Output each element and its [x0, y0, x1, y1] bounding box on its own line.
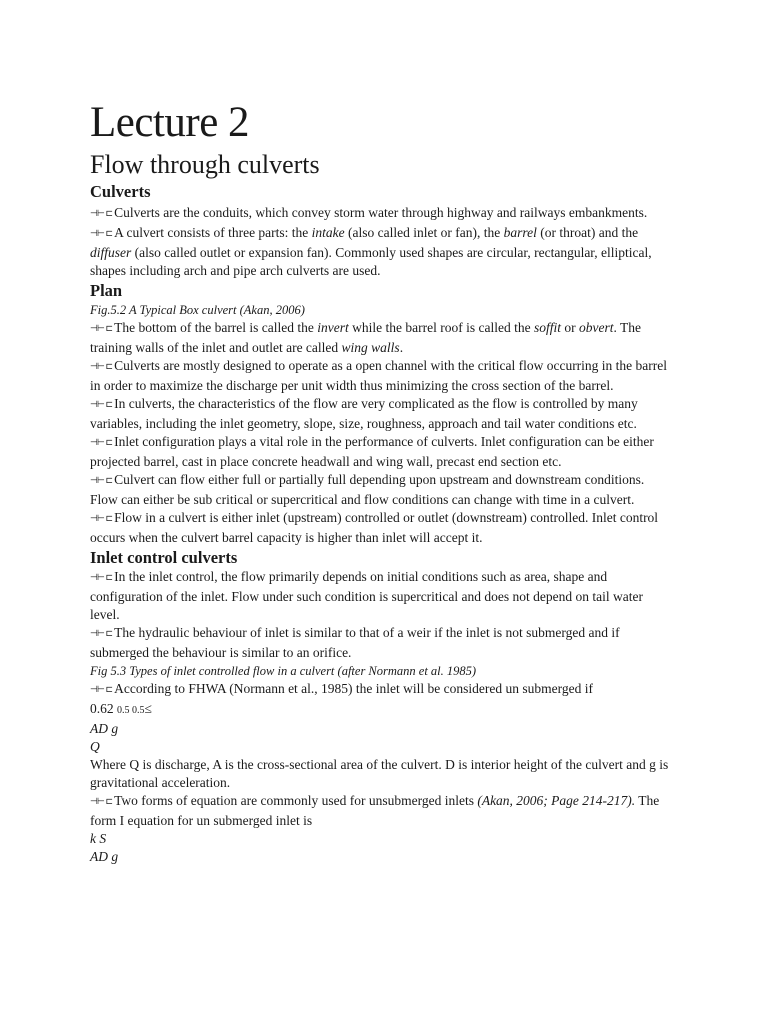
bullet-icon: ⊣⊢ ⊏ — [90, 324, 113, 334]
bullet-paragraph: ⊣⊢ ⊏ Flow in a culvert is either inlet (upstream) controlled or outlet (downstream) controlled. Inlet control occurs when the culvert barrel capacity is higher than inlet will accept it. — [90, 510, 659, 545]
bullet-icon: ⊣⊢ ⊏ — [90, 629, 113, 639]
bullet-icon: ⊣⊢ ⊏ — [90, 476, 113, 486]
figure-caption: Fig.5.2 A Typical Box culvert (Akan, 2006) — [90, 303, 305, 317]
bullet-paragraph: ⊣⊢ ⊏ The hydraulic behaviour of inlet is similar to that of a weir if the inlet is not submerged and if submerged the behaviour is similar to an orifice. — [90, 625, 620, 660]
bullet-paragraph: ⊣⊢ ⊏ Culverts are the conduits, which convey storm water through highway and railways embankments. — [90, 204, 670, 224]
where-paragraph: Where Q is discharge, A is the cross-sectional area of the culvert. D is interior height of the culvert and g is gravitational acceleration. — [90, 757, 669, 790]
bullet-paragraph: ⊣⊢ ⊏ Two forms of equation are commonly used for unsubmerged inlets (Akan, 2006; Page 214-217). The form I equation for un submerged inlet is — [90, 793, 660, 828]
bullet-paragraph: ⊣⊢ ⊏ According to FHWA (Normann et al., 1985) the inlet will be considered un submerged if — [90, 680, 670, 700]
bullet-icon: ⊣⊢ ⊏ — [90, 797, 113, 807]
bullet-icon: ⊣⊢ ⊏ — [90, 209, 113, 219]
page-title: Lecture 2 — [90, 99, 250, 146]
section-heading-culverts: Culverts — [90, 182, 151, 201]
bullet-icon: ⊣⊢ ⊏ — [90, 438, 113, 448]
section-heading-plan: Plan — [90, 281, 123, 300]
document-page — [90, 98, 670, 866]
bullet-icon: ⊣⊢ ⊏ — [90, 400, 113, 410]
bullet-paragraph: ⊣⊢ ⊏ Culvert can flow either full or partially full depending upon upstream and downstream conditions. Flow can either be sub critical or supercritical and flow conditions can change with time in a culvert. — [90, 472, 645, 507]
bullet-paragraph: ⊣⊢ ⊏ A culvert consists of three parts: the intake (also called inlet or fan), the barrel (or throat) and the diffuser (also called outlet or expansion fan). Commonly used shapes are circular, rectangular, elliptical, shapes including arch and pipe arch culverts are used. — [90, 225, 652, 278]
page-subtitle: Flow through culverts — [90, 150, 320, 179]
bullet-paragraph: ⊣⊢ ⊏ In the inlet control, the flow primarily depends on initial conditions such as area, shape and configuration of the inlet. Flow under such condition is supercritical and does not depend on tail water level. — [90, 569, 643, 622]
formula-line: AD g — [90, 721, 119, 736]
formula-line: Q — [90, 739, 100, 754]
bullet-paragraph: ⊣⊢ ⊏ The bottom of the barrel is called the invert while the barrel roof is called the soffit or obvert. The training walls of the inlet and outlet are called wing walls. — [90, 320, 641, 355]
figure-caption: Fig 5.3 Types of inlet controlled flow in a culvert (after Normann et al. 1985) — [90, 664, 477, 678]
section-heading-inlet-control: Inlet control culverts — [90, 548, 238, 567]
bullet-icon: ⊣⊢ ⊏ — [90, 229, 113, 239]
formula-line: 0.62 0.5 0.5≤ — [90, 701, 152, 716]
bullet-paragraph: ⊣⊢ ⊏ Inlet configuration plays a vital role in the performance of culverts. Inlet configuration can be either projected barrel, cast in place concrete headwall and wing wall, precast end section etc. — [90, 434, 654, 469]
bullet-icon: ⊣⊢ ⊏ — [90, 514, 113, 524]
bullet-icon: ⊣⊢ ⊏ — [90, 362, 113, 372]
formula-line: k S — [90, 831, 107, 846]
bullet-paragraph: ⊣⊢ ⊏ In culverts, the characteristics of the flow are very complicated as the flow is controlled by many variables, including the inlet geometry, slope, size, roughness, approach and tail water conditions etc. — [90, 396, 638, 431]
bullet-icon: ⊣⊢ ⊏ — [90, 685, 113, 695]
formula-line: AD g — [90, 849, 119, 864]
bullet-icon: ⊣⊢ ⊏ — [90, 573, 113, 583]
bullet-paragraph: ⊣⊢ ⊏ Culverts are mostly designed to operate as a open channel with the critical flow occurring in the barrel in order to maximize the discharge per unit width thus minimizing the cross section of the barrel. — [90, 358, 668, 393]
